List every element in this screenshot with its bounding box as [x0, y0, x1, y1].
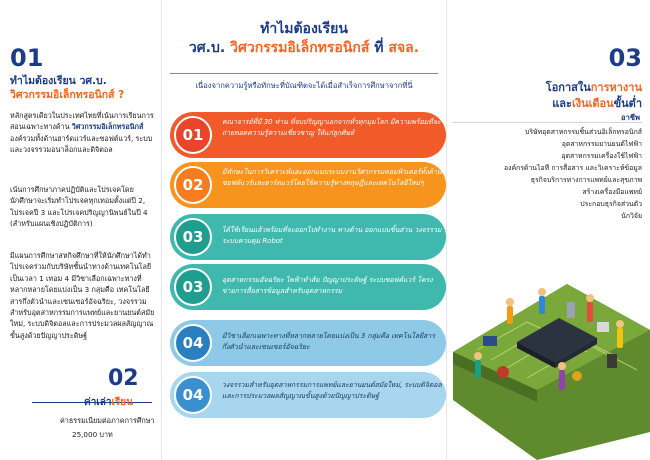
why-study-title: ทำไมต้องเรียน วศ.บ. วิศวกรรมอิเล็กทรอนิกส์ ? — [10, 75, 125, 101]
reason-number-badge: 01 — [174, 116, 212, 154]
circuit-board-graphic — [447, 232, 650, 460]
section-number-01: 01 — [10, 44, 44, 72]
list-item: อุตสาหกรรมเครื่องใช้ไฟฟ้า — [561, 152, 642, 160]
why-study-section — [0, 0, 160, 460]
reasons-section — [162, 0, 446, 460]
reason-card — [170, 372, 446, 418]
reason-card — [170, 162, 446, 208]
list-item: นักวิจัย — [621, 212, 642, 220]
reason-number-badge: 04 — [174, 376, 212, 414]
career-title-line2: และเงินเดือนขั้นต่ำ — [552, 97, 642, 110]
reason-number-badge: 03 — [174, 268, 212, 306]
component — [483, 336, 497, 346]
career-section — [447, 0, 650, 460]
tuition-label: ค่าธรรมเนียมต่อภาคการศึกษา — [60, 416, 155, 425]
reason-card — [170, 214, 446, 260]
reason-text: มีวิชาเลือกเฉพาะทางที่หลากหลายโดยแบ่งเป็น 3 กลุ่มคือ เทคโนโลยีสารกึ่งตัวนำและเซนเซอร์อัจฉริยะ — [222, 332, 435, 351]
circuit-board-illustration — [447, 232, 650, 460]
component — [567, 302, 575, 318]
reason-number-badge: 02 — [174, 166, 212, 204]
career-divider — [452, 122, 642, 123]
reason-number-badge: 04 — [174, 324, 212, 362]
reason-card — [170, 264, 446, 310]
career-title-line1: โอกาสในการหางาน — [545, 81, 642, 94]
why-study-paragraph-3: มีแผนการศึกษาสหกิจศึกษาที่ให้นักศึกษาได้ทำโปรเจคร่วมกับบริษัทชั้นนำทางด้านเทคโนโลยีเป็นเวลา 1 เทอม 4 มีวิชาเลือกเฉพาะทางที่หลากหลายโดยแบ่งเป็น 3 กลุ่มคือ เทคโนโลยีสารกึ่งตัวนำและเซนเซอร์อัจฉริยะ, วงจรรวมสำหรับอุตสาหกรรมการแพทย์และยานยนต์สมัยใหม่, ระบบดิจิตอลและการประมวลผลสัญญาณขั้นสูงด้วยปัญญาประดิษฐ์ — [10, 251, 155, 340]
capacitor — [497, 366, 509, 378]
list-item: องค์กรด้านไอที การสื่อสาร และวิเคราะห์ข้อมูล — [503, 164, 642, 172]
reason-text: มีทักษะในการวิเคราะห์และออกแบบระบบงานวิศวกรรมคอมพิวเตอร์ทั้งด้านซอฟต์แวร์และฮาร์ดแวร์โดยใช้ความรู้ทางทฤษฎีและเทคโนโลยีใหม่ๆ — [222, 168, 442, 187]
why-study-paragraph-1: หลักสูตรเดียวในประเทศไทยที่เน้นการเรียนการสอนเฉพาะทางด้าน วิศวกรรมอิเล็กทรอนิกส์ องค์รวมทั้งด้านฮาร์ดแวร์และซอฟต์แวร์, ระบบและวงจรรวมอนาล็อกและดิจิตอล — [10, 111, 154, 155]
reason-text: วงจรรวมสำหรับอุตสาหกรรมการแพทย์และยานยนต์สมัยใหม่, ระบบดิจิตอลและการประมวลผลสัญญาณขั้นสูงด้วยปัญญาประดิษฐ์ — [222, 381, 442, 400]
component — [607, 354, 617, 368]
reasons-heading-line2: วศ.บ. วิศวกรรมอิเล็กทรอนิกส์ ที่ สจล. — [188, 40, 420, 56]
career-label: อาชีพ — [621, 113, 640, 122]
section-number-02: 02 — [108, 366, 139, 391]
list-item: ธุรกิจบริการทางการแพทย์และสุขภาพ — [530, 176, 642, 184]
list-item: ประกอบธุรกิจส่วนตัว — [580, 200, 642, 208]
section-number-03: 03 — [608, 44, 642, 72]
capacitor — [572, 371, 582, 381]
reason-text: ได้ใช้เรียนแล้วพร้อมที่จะออกไปทำงาน ทางด้าน ออกแบบชิ้นส่วน วงจรรวม ระบบควบคุม Robot — [222, 226, 442, 245]
reasons-intro: เนื่องจากความรู้หรือทักษะที่บัณฑิตจะได้เมื่อสำเร็จการศึกษาจากที่นี่ — [195, 81, 413, 90]
reason-number-badge: 03 — [174, 218, 212, 256]
component — [597, 322, 609, 332]
tuition-amount: 25,000 บาท — [72, 430, 113, 439]
reason-card — [170, 320, 446, 366]
why-study-paragraph-2: เน้นการศึกษาภาคปฏิบัติและโปรเจคโดยนักศึกษาจะเริ่มทำโปรเจคทุกเทอมตั้งแต่ปี 2, โปรเจคปี 3 และโปรเจคปริญญานิพนธ์ในปี 4 (สำหรับแผนเชิงปฏิบัติการ) — [10, 185, 148, 229]
reasons-heading-line1: ทำไมต้องเรียน — [260, 21, 348, 37]
career-list — [447, 126, 642, 222]
reason-text: คณาจารย์ที่มี 30 ท่าน ที่จบปริญญาเอกจากทั่วทุกมุมโลก มีความพร้อมที่จะถ่ายทอดความรู้ความเชี่ยวชาญ ให้แก่ลูกศิษย์ — [222, 118, 441, 137]
heading-divider — [170, 73, 438, 74]
reason-card — [170, 112, 446, 158]
reason-text: อุตสาหกรรมอัจฉริยะ ไพฟ้าทำส้ม ปัญญาประดิษฐ์ ระบบซอฟต์แวร์ โครงข่ายการสื่อสารข้อมูลสำหรับอุตสาหกรรม — [222, 276, 433, 295]
list-item: สร้างเครื่องมือแพทย์ — [582, 188, 642, 196]
list-item: บริษัทอุตสาหกรรมชิ้นส่วนอิเล็กทรอนิกส์ — [524, 128, 642, 136]
list-item: อุตสาหกรรมยานยนต์ไฟฟ้า — [561, 140, 642, 148]
tuition-title: ค่าเล่าเรียน — [84, 397, 133, 408]
